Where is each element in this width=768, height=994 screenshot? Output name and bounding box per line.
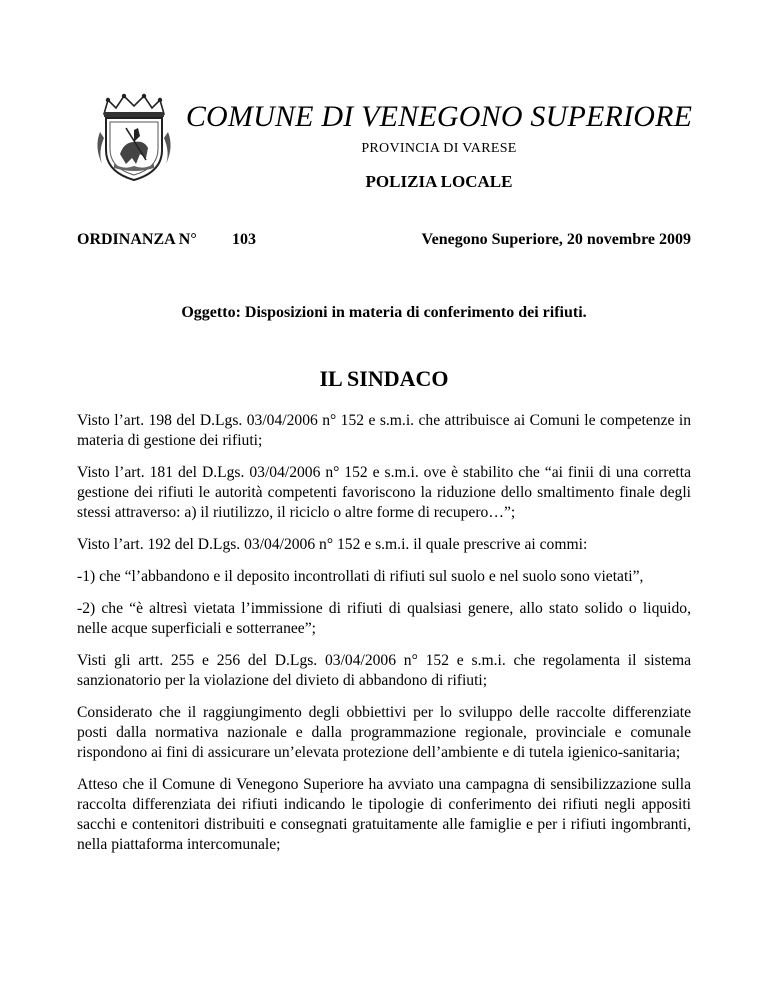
paragraph: -2) che “è altresì vietata l’immissione di rifiuti di qualsiasi genere, allo stato solido o liquido, nelle acque superficiali e sotterranee”; xyxy=(77,600,691,637)
ordinance-number: 103 xyxy=(232,231,256,248)
subject-line: Oggetto: Disposizioni in materia di conferimento dei rifiuti. xyxy=(181,304,587,321)
department-label: POLIZIA LOCALE xyxy=(365,172,513,191)
paragraph: Visto l’art. 181 del D.Lgs. 03/04/2006 n° 152 e s.m.i. ove è stabilito che “ai finii di una corretta gestione dei rifiuti le autorità competenti favoriscono la riduzione dello smaltimento finale degli stessi attraverso: a) il riutilizzo, il riciclo o altre forme di recupero…”; xyxy=(77,464,691,521)
page-title: COMUNE DI VENEGONO SUPERIORE xyxy=(185,100,693,133)
paragraph: Visto l’art. 192 del D.Lgs. 03/04/2006 n° 152 e s.m.i. il quale prescrive ai commi: xyxy=(77,536,588,553)
paragraph: Visti gli artt. 255 e 256 del D.Lgs. 03/04/2006 n° 152 e s.m.i. che regolamenta il sistema sanzionatorio per la violazione del divieto di abbandono di rifiuti; xyxy=(77,652,691,689)
paragraph: Atteso che il Comune di Venegono Superiore ha avviato una campagna di sensibilizzazione sulla raccolta differenziata dei rifiuti indicando le tipologie di conferimento dei rifiuti negli appositi sacchi e contenitori distribuiti e consegnati gratuitamente alle famiglie e per i rifiuti ingombranti, nella piattaforma intercomunale; xyxy=(77,776,691,853)
paragraph: Visto l’art. 198 del D.Lgs. 03/04/2006 n° 152 e s.m.i. che attribuisce ai Comuni le competenze in materia di gestione dei rifiuti; xyxy=(77,412,691,449)
document-body xyxy=(77,411,691,867)
ordinance-label: ORDINANZA N° xyxy=(77,231,197,248)
paragraph: Considerato che il raggiungimento degli obbiettivi per lo sviluppo delle raccolte differenziate posti dalla normativa nazionale e dalla programmazione regionale, provinciale e comunale rispondono ai fini di assicurare un’elevata protezione dell’ambiente e di tutela igienico-sanitaria; xyxy=(77,704,691,761)
province-label: PROVINCIA DI VARESE xyxy=(361,141,517,156)
authority-heading: IL SINDACO xyxy=(319,366,449,391)
paragraph: -1) che “l’abbandono e il deposito incontrollati di rifiuti sul suolo e nel suolo sono vietati”, xyxy=(77,568,644,585)
place-date: Venegono Superiore, 20 novembre 2009 xyxy=(421,231,691,248)
